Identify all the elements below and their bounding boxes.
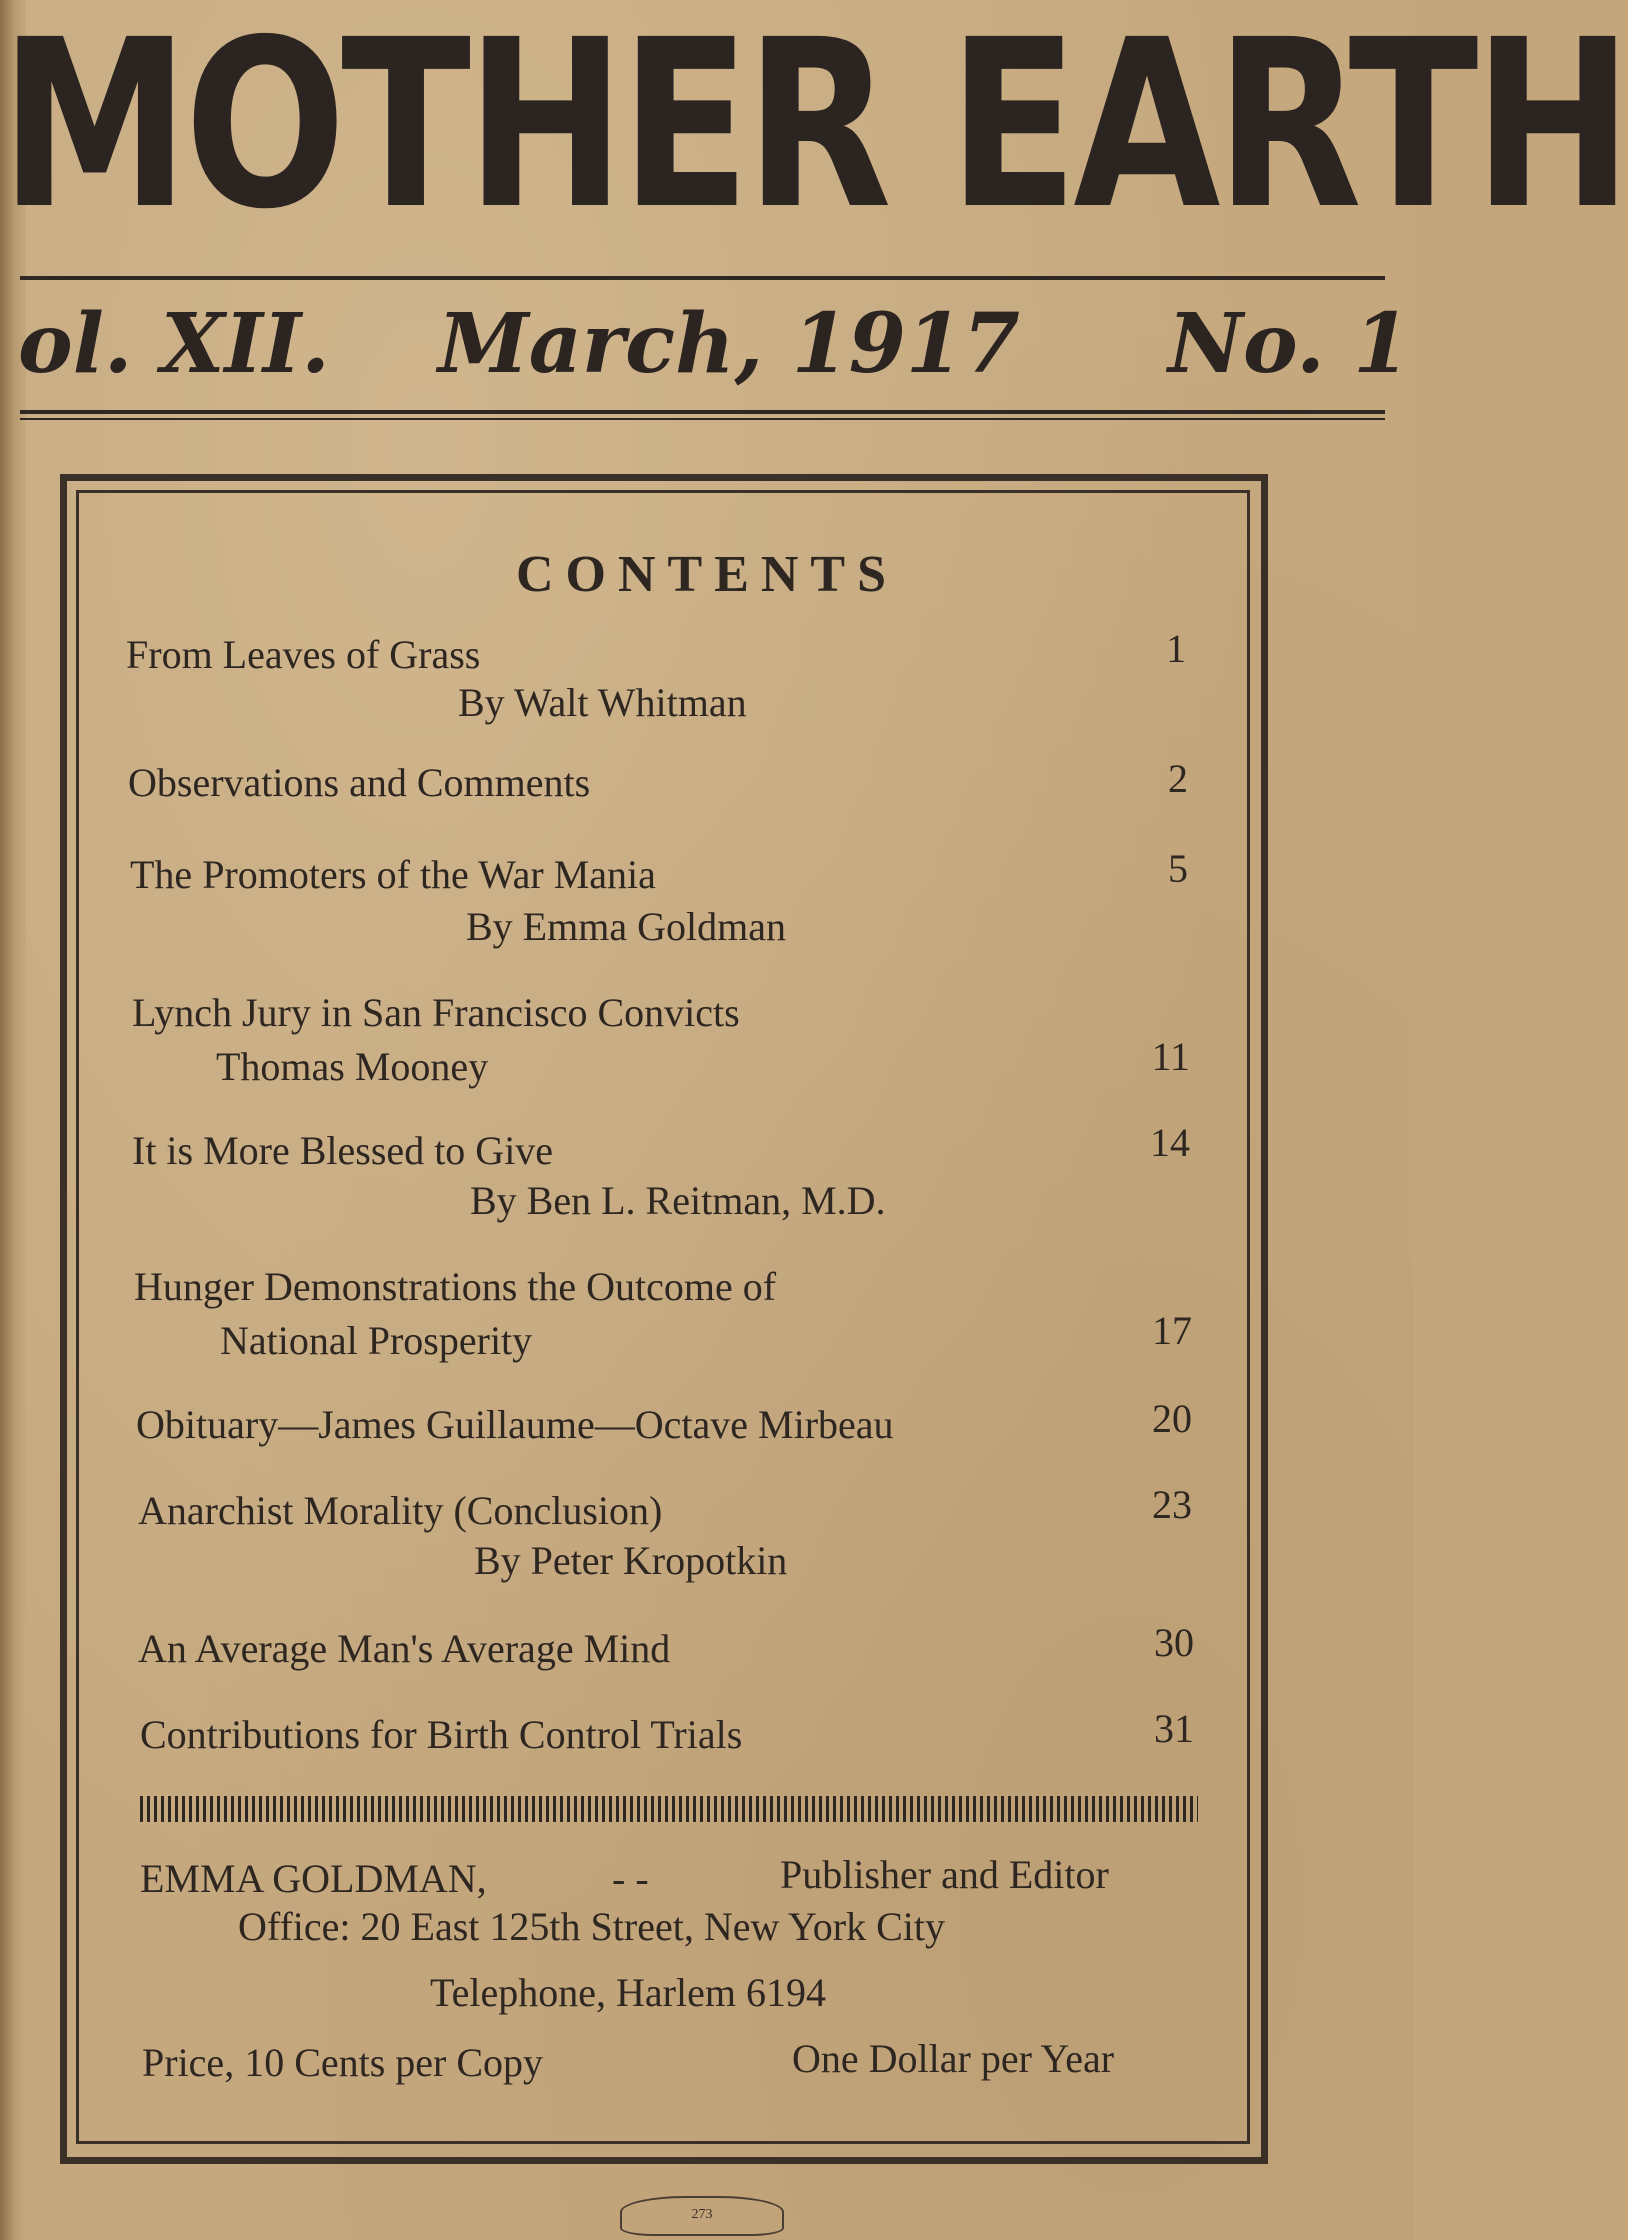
toc-item-title: Observations and Comments	[128, 760, 591, 805]
publisher-role: Publisher and Editor	[780, 1852, 1109, 1897]
toc-item-title: Obituary—James Guillaume—Octave Mirbeau	[136, 1402, 894, 1447]
toc-item-title: Lynch Jury in San Francisco Convicts	[132, 990, 740, 1035]
masthead-rule-top	[20, 276, 1385, 280]
toc-item-title: It is More Blessed to Give	[132, 1128, 554, 1173]
toc-item-page: 11	[1151, 1034, 1190, 1079]
price-per-year: One Dollar per Year	[792, 2036, 1115, 2081]
toc-item-title-cont: Thomas Mooney	[216, 1044, 489, 1089]
toc-item-page: 31	[1154, 1706, 1194, 1751]
publisher-dashes: - -	[612, 1856, 649, 1901]
toc-item-page: 17	[1152, 1308, 1192, 1353]
masthead-rule-bottom-thin	[20, 418, 1385, 420]
office-address: Office: 20 East 125th Street, New York City	[238, 1904, 945, 1949]
toc-item-title: Anarchist Morality (Conclusion)	[138, 1488, 663, 1533]
telephone: Telephone, Harlem 6194	[430, 1970, 826, 2015]
toc-item-page: 23	[1152, 1482, 1192, 1527]
library-stamp: 273	[620, 2196, 784, 2236]
issue-number: No. 1	[1168, 296, 1411, 392]
toc-item-byline: By Walt Whitman	[458, 680, 747, 725]
toc-item-page: 30	[1154, 1620, 1194, 1665]
contents-heading: CONTENTS	[515, 546, 899, 603]
toc-item-byline: By Ben L. Reitman, M.D.	[470, 1178, 886, 1223]
toc-item-page: 20	[1152, 1396, 1192, 1441]
price-per-copy: Price, 10 Cents per Copy	[142, 2040, 544, 2085]
toc-item-title-cont: National Prosperity	[220, 1318, 533, 1363]
toc-item-byline: By Emma Goldman	[466, 904, 786, 949]
masthead-rule-bottom	[20, 410, 1385, 414]
toc-item-title: From Leaves of Grass	[126, 632, 481, 677]
issue-volume: ol. XII.	[18, 296, 330, 392]
toc-item-page: 14	[1150, 1120, 1190, 1165]
masthead-title: MOTHER EARTH	[0, 0, 1628, 260]
toc-item-byline: By Peter Kropotkin	[474, 1538, 788, 1583]
toc-item-title: The Promoters of the War Mania	[130, 852, 656, 897]
publisher-name: EMMA GOLDMAN,	[140, 1856, 487, 1901]
toc-item-title: Contributions for Birth Control Trials	[140, 1712, 743, 1757]
toc-item-title: Hunger Demonstrations the Outcome of	[134, 1264, 777, 1309]
issue-date: March, 1917	[438, 296, 1020, 392]
toc-item-page: 1	[1166, 626, 1186, 671]
toc-item-page: 5	[1168, 846, 1188, 891]
ornamental-rule	[140, 1796, 1198, 1822]
toc-item-title: An Average Man's Average Mind	[138, 1626, 671, 1671]
toc-item-page: 2	[1168, 756, 1188, 801]
issue-line	[18, 296, 1411, 406]
